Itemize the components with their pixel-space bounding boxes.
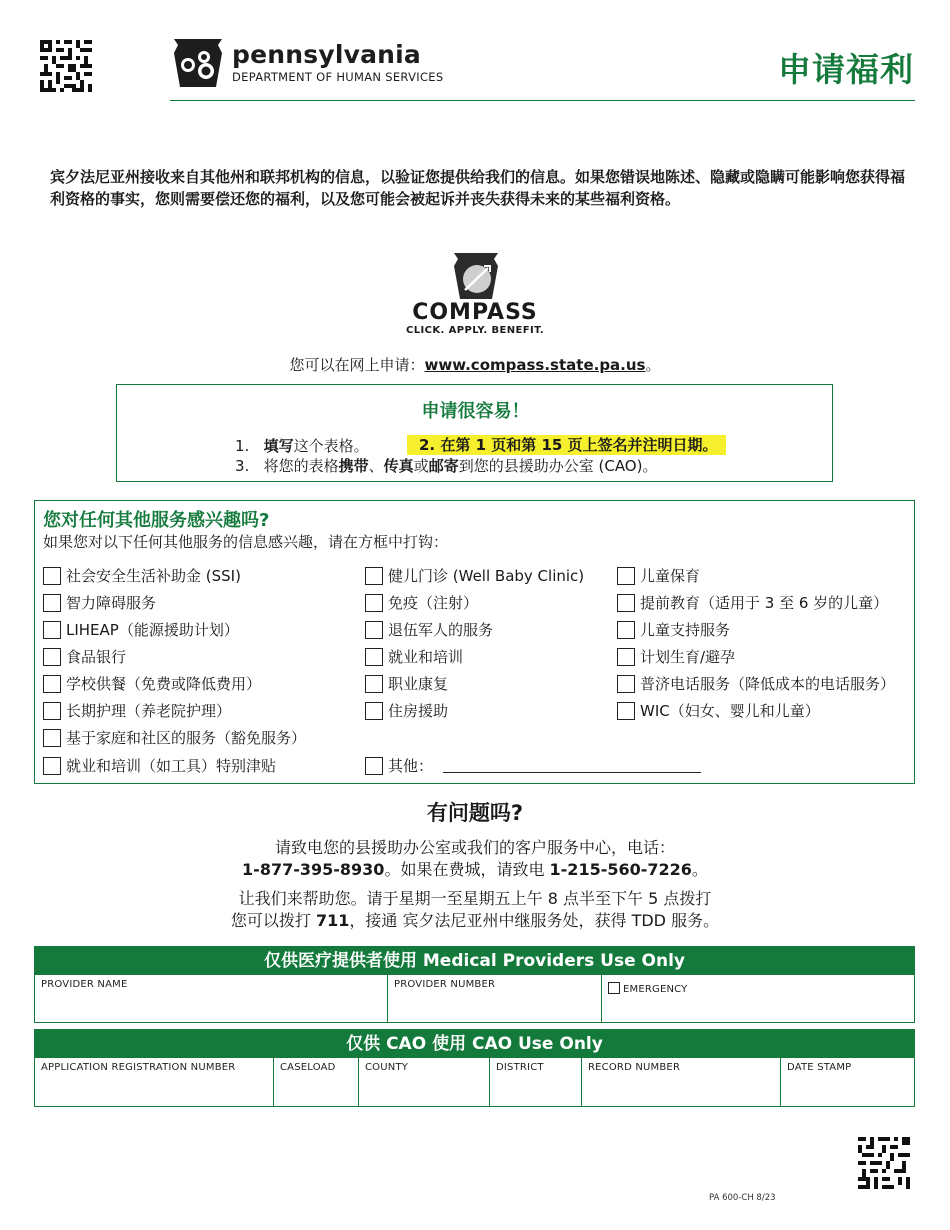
service-label: 就业和培训（如工具）特别津贴 xyxy=(66,757,277,775)
questions-line-2-end: 。 xyxy=(691,860,708,879)
caseload-field[interactable] xyxy=(273,1058,358,1106)
checkbox[interactable] xyxy=(43,675,61,693)
relay-number: 711 xyxy=(316,911,350,930)
field-label: COUNTY xyxy=(365,1062,409,1073)
field-label: DATE STAMP xyxy=(787,1062,852,1073)
service-intellectual-disability xyxy=(43,592,156,613)
checkbox[interactable] xyxy=(43,567,61,585)
service-label: 普济电话服务（降低成本的电话服务） xyxy=(640,675,896,693)
checkbox[interactable] xyxy=(617,702,635,720)
service-lifeline-phone xyxy=(617,673,895,694)
step-2-highlight: 2. 在第 1 页和第 15 页上签名并注明日期。 xyxy=(407,435,726,455)
step-3-sep: 、 xyxy=(368,457,384,475)
services-instructions: 如果您对以下任何其他服务的信息感兴趣，请在方框中打钩： xyxy=(43,533,449,551)
service-label: WIC（妇女、婴儿和儿童） xyxy=(640,702,820,720)
checkbox[interactable] xyxy=(617,567,635,585)
compass-name: COMPASS xyxy=(412,300,538,325)
easy-steps-box xyxy=(116,384,833,482)
step-1-text: 这个表格。 xyxy=(293,437,369,455)
questions-line-1: 请致电您的县援助办公室或我们的客户服务中心，电话： xyxy=(274,838,675,857)
checkbox[interactable] xyxy=(43,702,61,720)
service-employment-allowance xyxy=(43,755,276,776)
service-school-meals xyxy=(43,673,261,694)
checkbox[interactable] xyxy=(365,757,383,775)
field-label: RECORD NUMBER xyxy=(588,1062,681,1073)
questions-line-4-a: 您可以拨打 xyxy=(230,911,316,930)
department-name: DEPARTMENT OF HUMAN SERVICES xyxy=(232,70,444,84)
step-1-number: 1. xyxy=(235,437,250,455)
step-1 xyxy=(235,435,369,456)
step-3-number: 3. xyxy=(235,457,250,475)
step-3-text-a: 将您的表格 xyxy=(263,457,339,475)
philadelphia-phone: 1-215-560-7226 xyxy=(549,860,692,879)
step-3-mail: 邮寄 xyxy=(428,457,459,475)
checkbox[interactable] xyxy=(365,675,383,693)
checkbox[interactable] xyxy=(43,621,61,639)
keystone-family-logo-icon xyxy=(170,35,226,91)
service-label: 健儿门诊 (Well Baby Clinic) xyxy=(388,567,585,585)
step-3 xyxy=(235,455,657,476)
service-ssi xyxy=(43,565,241,586)
service-housing xyxy=(365,700,448,721)
questions-title: 有问题吗? xyxy=(426,801,524,825)
district-field[interactable] xyxy=(489,1058,581,1106)
easy-title: 申请很容易！ xyxy=(421,401,530,422)
other-input-line[interactable] xyxy=(443,758,701,773)
form-title: 申请福利 xyxy=(778,50,914,89)
checkbox[interactable] xyxy=(43,729,61,747)
service-label: 免疫（注射） xyxy=(388,594,479,612)
checkbox[interactable] xyxy=(617,621,635,639)
service-label: 社会安全生活补助金 (SSI) xyxy=(66,567,241,585)
checkbox[interactable] xyxy=(617,675,635,693)
emergency-field xyxy=(601,975,914,1022)
warning-paragraph: 宾夕法尼亚州接收来自其他州和联邦机构的信息，以验证您提供给我们的信息。如果您错误地陈述、隐藏或隐瞒可能影响您获得福利资格的事实，您则需要偿还您的福利，以及您可能会被起诉并丧失获得未来的某些福利资格。 xyxy=(50,168,906,208)
online-apply-line xyxy=(0,354,950,375)
field-label: APPLICATION REGISTRATION NUMBER xyxy=(41,1062,236,1073)
compass-logo-icon xyxy=(450,250,502,302)
checkbox[interactable] xyxy=(43,648,61,666)
checkbox[interactable] xyxy=(365,702,383,720)
service-employment-training xyxy=(365,646,463,667)
date-stamp-field[interactable] xyxy=(780,1058,914,1106)
checkbox[interactable] xyxy=(43,594,61,612)
field-label: PROVIDER NAME xyxy=(41,979,128,990)
service-vocational-rehab xyxy=(365,673,448,694)
questions-line-2 xyxy=(0,857,950,880)
field-label: EMERGENCY xyxy=(623,984,688,995)
questions-line-4 xyxy=(0,908,950,931)
service-veterans xyxy=(365,619,493,640)
checkbox[interactable] xyxy=(365,594,383,612)
step-3-fax: 传真 xyxy=(383,457,414,475)
service-label: 退伍军人的服务 xyxy=(388,621,494,639)
service-liheap xyxy=(43,619,239,640)
cao-table xyxy=(34,1029,915,1107)
service-label: 儿童支持服务 xyxy=(640,621,731,639)
service-label: 学校供餐（免费或降低费用） xyxy=(66,675,262,693)
provider-number-field[interactable] xyxy=(387,975,601,1022)
service-label: 提前教育（适用于 3 至 6 岁的儿童） xyxy=(640,594,889,612)
step-3-bring: 携带 xyxy=(338,457,369,475)
service-home-community xyxy=(43,727,306,748)
other-services-box xyxy=(34,500,915,784)
service-child-care xyxy=(617,565,700,586)
service-head-start xyxy=(617,592,888,613)
questions-line-2-mid: 。如果在费城，请致电 xyxy=(384,860,550,879)
online-prefix: 您可以在网上申请： xyxy=(289,356,425,374)
service-label: 计划生育/避孕 xyxy=(640,648,736,666)
checkbox[interactable] xyxy=(365,567,383,585)
step-3-or: 或 xyxy=(413,457,429,475)
checkbox[interactable] xyxy=(617,648,635,666)
field-label: CASELOAD xyxy=(280,1062,336,1073)
service-label: 住房援助 xyxy=(388,702,449,720)
form-code: PA 600-CH 8/23 xyxy=(709,1193,776,1203)
emergency-checkbox[interactable] xyxy=(608,982,620,994)
service-label: 基于家庭和社区的服务（豁免服务） xyxy=(66,729,307,747)
checkbox[interactable] xyxy=(617,594,635,612)
service-label: LIHEAP（能源援助计划） xyxy=(66,621,239,639)
step-1-bold: 填写 xyxy=(263,437,294,455)
service-other xyxy=(365,755,701,776)
step-2 xyxy=(407,434,726,455)
service-label: 职业康复 xyxy=(388,675,449,693)
field-label: DISTRICT xyxy=(496,1062,544,1073)
application-registration-number-field[interactable] xyxy=(35,1058,273,1106)
provider-name-field[interactable] xyxy=(35,975,387,1022)
medical-provider-table-title: 仅供医疗提供者使用 Medical Providers Use Only xyxy=(35,947,914,975)
service-child-support xyxy=(617,619,730,640)
service-long-term-care xyxy=(43,700,231,721)
checkbox[interactable] xyxy=(365,621,383,639)
header-divider xyxy=(170,100,915,101)
medical-provider-table xyxy=(34,946,915,1023)
questions-line-4-b: ，接通 宾夕法尼亚州中继服务处，获得 TDD 服务。 xyxy=(349,911,720,930)
service-immunization xyxy=(365,592,478,613)
compass-tagline: CLICK. APPLY. BENEFIT. xyxy=(406,325,544,336)
org-name: pennsylvania xyxy=(232,40,421,69)
checkbox[interactable] xyxy=(43,757,61,775)
cao-table-title: 仅供 CAO 使用 CAO Use Only xyxy=(35,1030,914,1058)
step-3-text-g: 到您的县援助办公室 (CAO)。 xyxy=(458,457,658,475)
service-well-baby xyxy=(365,565,584,586)
online-suffix: 。 xyxy=(645,356,661,374)
field-label: PROVIDER NUMBER xyxy=(394,979,496,990)
service-label: 长期护理（养老院护理） xyxy=(66,702,232,720)
checkbox[interactable] xyxy=(365,648,383,666)
qr-code-icon xyxy=(858,1137,910,1189)
record-number-field[interactable] xyxy=(581,1058,780,1106)
service-label: 儿童保育 xyxy=(640,567,701,585)
qr-code-icon xyxy=(40,40,92,92)
customer-service-phone: 1-877-395-8930 xyxy=(242,860,385,879)
service-label: 智力障碍服务 xyxy=(66,594,157,612)
service-family-planning xyxy=(617,646,735,667)
county-field[interactable] xyxy=(358,1058,489,1106)
service-label: 食品银行 xyxy=(66,648,127,666)
service-wic xyxy=(617,700,820,721)
compass-url-link[interactable]: www.compass.state.pa.us xyxy=(424,356,646,374)
services-title: 您对任何其他服务感兴趣吗? xyxy=(43,510,270,531)
questions-line-3: 让我们来帮助您。请于星期一至星期五上午 8 点半至下午 5 点拨打 xyxy=(238,889,712,908)
service-label: 就业和培训 xyxy=(388,648,464,666)
service-food-bank xyxy=(43,646,126,667)
other-label: 其他： xyxy=(388,757,434,775)
